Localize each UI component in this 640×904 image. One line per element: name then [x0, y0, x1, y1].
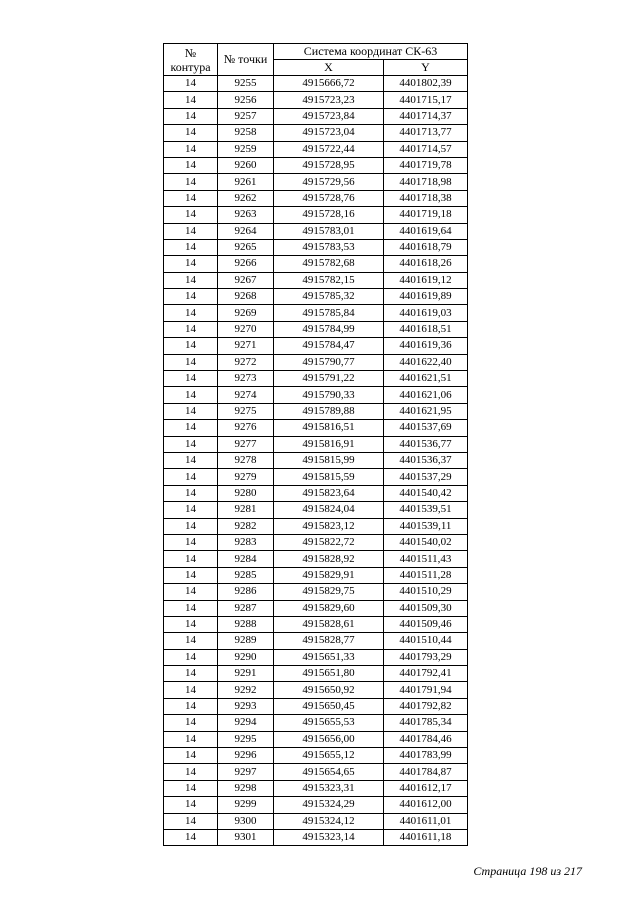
cell-point: 9295: [218, 731, 274, 747]
cell-point: 9265: [218, 239, 274, 255]
cell-point: 9276: [218, 420, 274, 436]
table-row: [164, 534, 468, 550]
cell-x: 4915829,60: [274, 600, 384, 616]
cell-point: 9301: [218, 829, 274, 845]
cell-y: 4401536,37: [384, 452, 468, 468]
cell-y: 4401537,69: [384, 420, 468, 436]
cell-y: 4401619,03: [384, 305, 468, 321]
cell-x: 4915729,56: [274, 174, 384, 190]
table-row: [164, 239, 468, 255]
cell-contour: 14: [164, 338, 218, 354]
cell-x: 4915785,84: [274, 305, 384, 321]
table-row: [164, 420, 468, 436]
table-row: [164, 600, 468, 616]
table-row: [164, 502, 468, 518]
cell-y: 4401511,28: [384, 567, 468, 583]
cell-contour: 14: [164, 76, 218, 92]
cell-contour: 14: [164, 567, 218, 583]
cell-point: 9290: [218, 649, 274, 665]
header-x: X: [274, 60, 384, 76]
cell-contour: 14: [164, 551, 218, 567]
table-row: [164, 125, 468, 141]
cell-contour: 14: [164, 534, 218, 550]
cell-y: 4401783,99: [384, 748, 468, 764]
cell-y: 4401510,29: [384, 584, 468, 600]
cell-point: 9281: [218, 502, 274, 518]
cell-contour: 14: [164, 797, 218, 813]
table-row: [164, 649, 468, 665]
cell-point: 9279: [218, 469, 274, 485]
table-row: [164, 256, 468, 272]
cell-contour: 14: [164, 256, 218, 272]
header-contour-number: № контура: [164, 44, 218, 76]
cell-y: 4401618,51: [384, 321, 468, 337]
cell-contour: 14: [164, 518, 218, 534]
table-row: [164, 76, 468, 92]
cell-point: 9277: [218, 436, 274, 452]
cell-contour: 14: [164, 125, 218, 141]
cell-point: 9296: [218, 748, 274, 764]
cell-point: 9291: [218, 666, 274, 682]
cell-contour: 14: [164, 813, 218, 829]
cell-x: 4915323,14: [274, 829, 384, 845]
cell-x: 4915783,01: [274, 223, 384, 239]
cell-contour: 14: [164, 452, 218, 468]
table-row: [164, 223, 468, 239]
cell-contour: 14: [164, 174, 218, 190]
cell-y: 4401621,06: [384, 387, 468, 403]
cell-point: 9287: [218, 600, 274, 616]
cell-y: 4401718,98: [384, 174, 468, 190]
cell-contour: 14: [164, 600, 218, 616]
cell-point: 9260: [218, 157, 274, 173]
table-row: [164, 469, 468, 485]
table-row: [164, 338, 468, 354]
table-row: [164, 698, 468, 714]
cell-contour: 14: [164, 371, 218, 387]
cell-point: 9278: [218, 452, 274, 468]
cell-point: 9257: [218, 108, 274, 124]
cell-y: 4401539,51: [384, 502, 468, 518]
cell-x: 4915728,95: [274, 157, 384, 173]
cell-contour: 14: [164, 731, 218, 747]
cell-y: 4401619,64: [384, 223, 468, 239]
cell-x: 4915784,47: [274, 338, 384, 354]
cell-y: 4401621,51: [384, 371, 468, 387]
cell-x: 4915823,12: [274, 518, 384, 534]
cell-x: 4915728,16: [274, 207, 384, 223]
table-row: [164, 108, 468, 124]
cell-y: 4401611,18: [384, 829, 468, 845]
cell-contour: 14: [164, 403, 218, 419]
cell-point: 9285: [218, 567, 274, 583]
table-row: [164, 387, 468, 403]
cell-x: 4915723,84: [274, 108, 384, 124]
cell-point: 9282: [218, 518, 274, 534]
cell-point: 9280: [218, 485, 274, 501]
cell-x: 4915650,45: [274, 698, 384, 714]
table-row: [164, 666, 468, 682]
cell-contour: 14: [164, 207, 218, 223]
cell-point: 9256: [218, 92, 274, 108]
cell-point: 9262: [218, 190, 274, 206]
cell-x: 4915651,80: [274, 666, 384, 682]
table-row: [164, 584, 468, 600]
cell-point: 9259: [218, 141, 274, 157]
table-row: [164, 682, 468, 698]
table-row: [164, 403, 468, 419]
cell-y: 4401793,29: [384, 649, 468, 665]
header-y: Y: [384, 60, 468, 76]
cell-contour: 14: [164, 748, 218, 764]
table-row: [164, 92, 468, 108]
cell-x: 4915723,23: [274, 92, 384, 108]
cell-contour: 14: [164, 190, 218, 206]
cell-contour: 14: [164, 682, 218, 698]
cell-x: 4915815,99: [274, 452, 384, 468]
cell-x: 4915655,53: [274, 715, 384, 731]
cell-point: 9293: [218, 698, 274, 714]
table-row: [164, 797, 468, 813]
cell-x: 4915828,61: [274, 616, 384, 632]
table-row: [164, 272, 468, 288]
cell-y: 4401619,89: [384, 289, 468, 305]
cell-contour: 14: [164, 157, 218, 173]
cell-y: 4401622,40: [384, 354, 468, 370]
cell-y: 4401540,42: [384, 485, 468, 501]
cell-x: 4915655,12: [274, 748, 384, 764]
cell-y: 4401784,87: [384, 764, 468, 780]
cell-x: 4915784,99: [274, 321, 384, 337]
cell-y: 4401612,17: [384, 780, 468, 796]
cell-contour: 14: [164, 485, 218, 501]
cell-y: 4401536,77: [384, 436, 468, 452]
cell-x: 4915822,72: [274, 534, 384, 550]
cell-contour: 14: [164, 502, 218, 518]
cell-contour: 14: [164, 387, 218, 403]
cell-y: 4401540,02: [384, 534, 468, 550]
cell-contour: 14: [164, 239, 218, 255]
table-row: [164, 190, 468, 206]
cell-y: 4401511,43: [384, 551, 468, 567]
cell-point: 9272: [218, 354, 274, 370]
cell-y: 4401510,44: [384, 633, 468, 649]
table-row: [164, 518, 468, 534]
cell-x: 4915783,53: [274, 239, 384, 255]
table-row: [164, 452, 468, 468]
cell-point: 9275: [218, 403, 274, 419]
cell-x: 4915823,64: [274, 485, 384, 501]
cell-y: 4401784,46: [384, 731, 468, 747]
cell-x: 4915789,88: [274, 403, 384, 419]
table-row: [164, 354, 468, 370]
cell-point: 9269: [218, 305, 274, 321]
table-row: [164, 141, 468, 157]
table-row: [164, 174, 468, 190]
table-row: [164, 567, 468, 583]
header-point-number: № точки: [218, 44, 274, 76]
cell-point: 9271: [218, 338, 274, 354]
cell-point: 9267: [218, 272, 274, 288]
cell-contour: 14: [164, 780, 218, 796]
cell-point: 9289: [218, 633, 274, 649]
cell-y: 4401714,57: [384, 141, 468, 157]
cell-point: 9273: [218, 371, 274, 387]
cell-contour: 14: [164, 616, 218, 632]
table-row: [164, 748, 468, 764]
cell-y: 4401618,26: [384, 256, 468, 272]
table-row: [164, 321, 468, 337]
table-body: [164, 76, 468, 846]
cell-point: 9263: [218, 207, 274, 223]
table-row: [164, 305, 468, 321]
cell-y: 4401539,11: [384, 518, 468, 534]
cell-point: 9266: [218, 256, 274, 272]
cell-point: 9292: [218, 682, 274, 698]
cell-contour: 14: [164, 108, 218, 124]
cell-contour: 14: [164, 305, 218, 321]
cell-contour: 14: [164, 289, 218, 305]
cell-contour: 14: [164, 420, 218, 436]
table-row: [164, 157, 468, 173]
cell-contour: 14: [164, 829, 218, 845]
cell-y: 4401537,29: [384, 469, 468, 485]
cell-y: 4401509,30: [384, 600, 468, 616]
cell-point: 9297: [218, 764, 274, 780]
cell-y: 4401792,41: [384, 666, 468, 682]
cell-x: 4915828,92: [274, 551, 384, 567]
cell-contour: 14: [164, 354, 218, 370]
cell-contour: 14: [164, 666, 218, 682]
table-row: [164, 813, 468, 829]
cell-point: 9284: [218, 551, 274, 567]
cell-contour: 14: [164, 436, 218, 452]
cell-x: 4915815,59: [274, 469, 384, 485]
cell-x: 4915324,29: [274, 797, 384, 813]
cell-point: 9261: [218, 174, 274, 190]
cell-point: 9264: [218, 223, 274, 239]
cell-contour: 14: [164, 764, 218, 780]
cell-y: 4401719,18: [384, 207, 468, 223]
cell-y: 4401715,17: [384, 92, 468, 108]
cell-y: 4401619,36: [384, 338, 468, 354]
cell-x: 4915723,04: [274, 125, 384, 141]
cell-point: 9294: [218, 715, 274, 731]
cell-y: 4401791,94: [384, 682, 468, 698]
cell-point: 9298: [218, 780, 274, 796]
page-number: Страница 198 из 217: [473, 864, 582, 878]
cell-y: 4401714,37: [384, 108, 468, 124]
cell-x: 4915790,77: [274, 354, 384, 370]
cell-y: 4401509,46: [384, 616, 468, 632]
table-row: [164, 829, 468, 845]
cell-contour: 14: [164, 223, 218, 239]
cell-point: 9255: [218, 76, 274, 92]
cell-x: 4915816,91: [274, 436, 384, 452]
cell-contour: 14: [164, 92, 218, 108]
cell-y: 4401713,77: [384, 125, 468, 141]
cell-point: 9268: [218, 289, 274, 305]
cell-y: 4401792,82: [384, 698, 468, 714]
cell-y: 4401618,79: [384, 239, 468, 255]
cell-y: 4401612,00: [384, 797, 468, 813]
table-row: [164, 207, 468, 223]
table-row: [164, 715, 468, 731]
cell-x: 4915650,92: [274, 682, 384, 698]
cell-x: 4915785,32: [274, 289, 384, 305]
table-row: [164, 764, 468, 780]
cell-y: 4401785,34: [384, 715, 468, 731]
cell-point: 9274: [218, 387, 274, 403]
table-row: [164, 616, 468, 632]
cell-y: 4401719,78: [384, 157, 468, 173]
coordinates-table: [163, 43, 468, 846]
cell-x: 4915666,72: [274, 76, 384, 92]
cell-y: 4401621,95: [384, 403, 468, 419]
cell-x: 4915722,44: [274, 141, 384, 157]
cell-contour: 14: [164, 649, 218, 665]
cell-point: 9270: [218, 321, 274, 337]
cell-contour: 14: [164, 698, 218, 714]
table-row: [164, 485, 468, 501]
table-row: [164, 436, 468, 452]
table-row: [164, 551, 468, 567]
table-row: [164, 633, 468, 649]
cell-point: 9288: [218, 616, 274, 632]
cell-y: 4401611,01: [384, 813, 468, 829]
cell-x: 4915323,31: [274, 780, 384, 796]
cell-x: 4915816,51: [274, 420, 384, 436]
cell-x: 4915824,04: [274, 502, 384, 518]
cell-contour: 14: [164, 141, 218, 157]
table-header: [164, 44, 468, 76]
cell-x: 4915324,12: [274, 813, 384, 829]
cell-x: 4915829,91: [274, 567, 384, 583]
cell-x: 4915790,33: [274, 387, 384, 403]
cell-x: 4915782,68: [274, 256, 384, 272]
cell-x: 4915829,75: [274, 584, 384, 600]
header-coordinate-system: Система координат СК-63: [274, 44, 468, 60]
cell-contour: 14: [164, 715, 218, 731]
cell-y: 4401802,39: [384, 76, 468, 92]
cell-point: 9300: [218, 813, 274, 829]
cell-point: 9258: [218, 125, 274, 141]
table-row: [164, 371, 468, 387]
cell-y: 4401619,12: [384, 272, 468, 288]
cell-x: 4915728,76: [274, 190, 384, 206]
table-row: [164, 289, 468, 305]
cell-contour: 14: [164, 633, 218, 649]
cell-y: 4401718,38: [384, 190, 468, 206]
cell-x: 4915654,65: [274, 764, 384, 780]
cell-contour: 14: [164, 321, 218, 337]
cell-x: 4915791,22: [274, 371, 384, 387]
cell-x: 4915651,33: [274, 649, 384, 665]
table-row: [164, 780, 468, 796]
cell-point: 9299: [218, 797, 274, 813]
cell-x: 4915782,15: [274, 272, 384, 288]
cell-point: 9286: [218, 584, 274, 600]
cell-point: 9283: [218, 534, 274, 550]
cell-contour: 14: [164, 469, 218, 485]
cell-x: 4915656,00: [274, 731, 384, 747]
cell-x: 4915828,77: [274, 633, 384, 649]
cell-contour: 14: [164, 584, 218, 600]
table-row: [164, 731, 468, 747]
cell-contour: 14: [164, 272, 218, 288]
